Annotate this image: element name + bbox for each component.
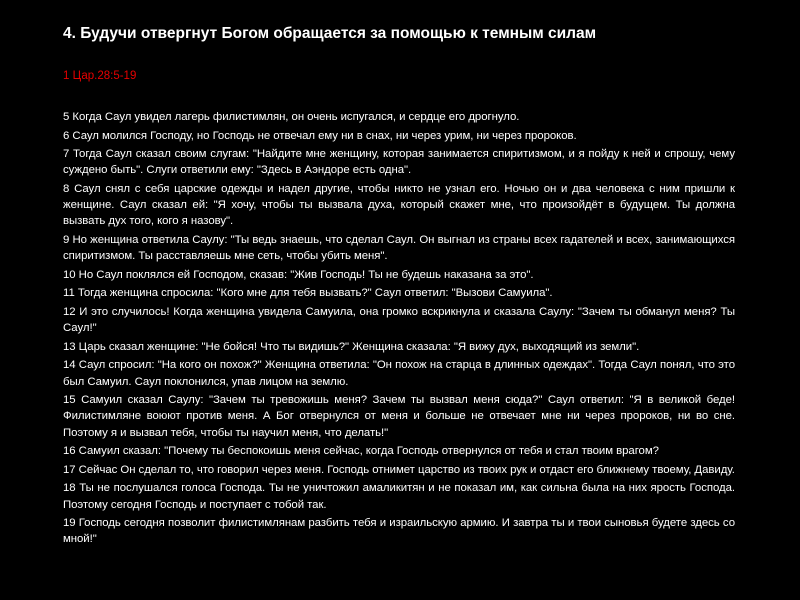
verse-17: 17 Сейчас Он сделал то, что говорил через меня. Господь отнимет царство из твоих рук и отдаст его ближнему твоему, Давиду. <box>63 463 735 476</box>
verse-10: 10 Но Саул поклялся ей Господом, сказав: "Жив Господь! Ты не будешь наказана за это". <box>63 268 534 281</box>
verse-15: 15 Самуил сказал Саулу: "Зачем ты тревожишь меня? Зачем ты вызвал меня сюда?" Саул ответил: "Я в великой беде! Филистимляне воюют против меня. А Бог отвернулся от меня и больше не отвечает мне ни через пророков, ни во сне. Поэтому я и вызвал тебя, чтобы ты научил меня, что делать!" <box>63 394 735 439</box>
verse-7: 7 Тогда Саул сказал своим слугам: "Найдите мне женщину, которая занимается спиритизмом, и я пойду к ней и спрошу, чему суждено быть". Слуги ответили ему: "Здесь в Аэндоре есть одна". <box>63 148 735 177</box>
verse-9: 9 Но женщина ответила Саулу: "Ты ведь знаешь, что сделал Саул. Он выгнал из страны всех гадателей и всех, занимающихся спиритизмом. Ты расставляешь мне сеть, чтобы убить меня". <box>63 233 735 263</box>
verse-13: 13 Царь сказал женщине: "Не бойся! Что ты видишь?" Женщина сказала: "Я вижу дух, выходящий из земли". <box>63 340 640 353</box>
scripture-reference: 1 Цар.28:5-19 <box>63 70 137 82</box>
verse-list <box>63 109 735 550</box>
verse-12: 12 И это случилось! Когда женщина увидела Самуила, она громко вскрикнула и сказала Саулу: "Зачем ты обманул меня? Ты Саул!" <box>63 305 735 335</box>
verse-6: 6 Саул молился Господу, но Господь не отвечал ему ни в снах, ни через урим, ни через пророков. <box>63 129 577 142</box>
verse-11: 11 Тогда женщина спросила: "Кого мне для тебя вызвать?" Саул ответил: "Вызови Самуила". <box>63 287 553 300</box>
verse-8: 8 Саул снял с себя царские одежды и надел другие, чтобы никто не узнал его. Ночью он и два человека с ним пришли к женщине. Саул сказал ей: "Я хочу, чтобы ты вызвала духа, который скажет мне, что произойдёт в будущем. Ты должна вызвать дух того, кого я назову". <box>63 182 735 228</box>
slide-title: 4. Будучи отвергнут Богом обращается за помощью к темным силам <box>63 25 597 42</box>
verse-19: 19 Господь сегодня позволит филистимлянам разбить тебя и израильскую армию. И завтра ты и твои сыновья будете здесь со мной!" <box>63 517 735 546</box>
verse-5: 5 Когда Саул увидел лагерь филистимлян, он очень испугался, и сердце его дрогнуло. <box>63 111 520 123</box>
verse-14: 14 Саул спросил: "На кого он похож?" Женщина ответила: "Он похож на старца в длинных одеждах". Тогда Саул понял, что это был Самуил. Саул поклонился, упав лицом на землю. <box>63 359 735 388</box>
verse-16: 16 Самуил сказал: "Почему ты беспокоишь меня сейчас, когда Господь отвернулся от тебя и стал твоим врагом? <box>63 445 659 458</box>
verse-18: 18 Ты не послушался голоса Господа. Ты не уничтожил амаликитян и не показал им, как сильна была на них ярость Господа. Поэтому сегодня Господь и поступает с тобой так. <box>63 482 735 511</box>
